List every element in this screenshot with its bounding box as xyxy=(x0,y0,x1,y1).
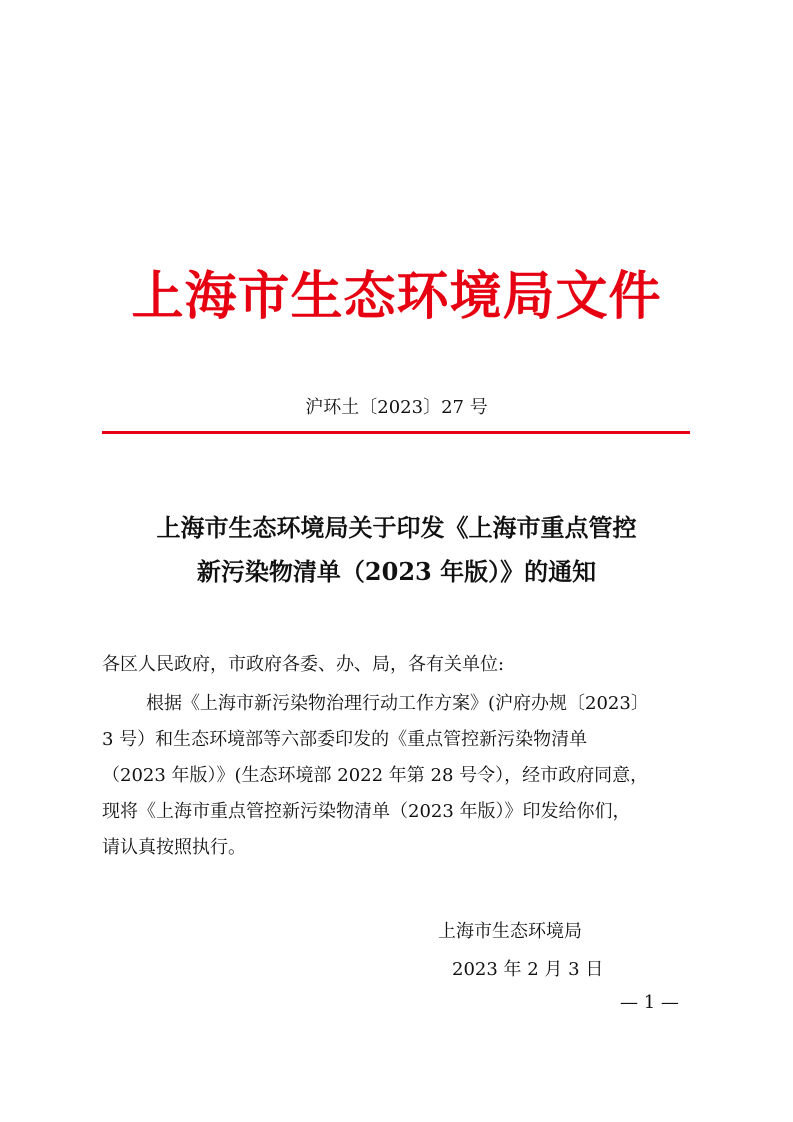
body-line-2: 3 号）和生态环境部等六部委印发的《重点管控新污染物清单 xyxy=(102,729,588,750)
red-divider-line xyxy=(102,431,690,434)
issuer-header-title: 上海市生态环境局文件 xyxy=(131,266,662,327)
body-paragraph xyxy=(102,686,690,866)
body-line-3: （2023 年版）》(生态环境部 2022 年第 28 号令），经市政府同意， xyxy=(102,765,649,786)
document-title-line-2: 新污染物清单（2023 年版）》的通知 xyxy=(196,557,597,586)
body-line-4: 现将《上海市重点管控新污染物清单（2023 年版）》印发给你们， xyxy=(102,801,631,822)
body-line-5: 请认真按照执行。 xyxy=(102,837,246,858)
salutation: 各区人民政府，市政府各委、办、局，各有关单位: xyxy=(102,654,505,675)
page-number: — 1 — xyxy=(620,992,679,1013)
body-line-1: 根据《上海市新污染物治理行动工作方案》(沪府办规〔2023〕 xyxy=(146,693,649,714)
signature-date: 2023 年 2 月 3 日 xyxy=(452,959,604,980)
document-title-line-1: 上海市生态环境局关于印发《上海市重点管控 xyxy=(156,513,637,542)
signature-organization: 上海市生态环境局 xyxy=(438,921,582,942)
document-title xyxy=(0,506,793,594)
document-number: 沪环土〔2023〕27 号 xyxy=(305,397,488,418)
